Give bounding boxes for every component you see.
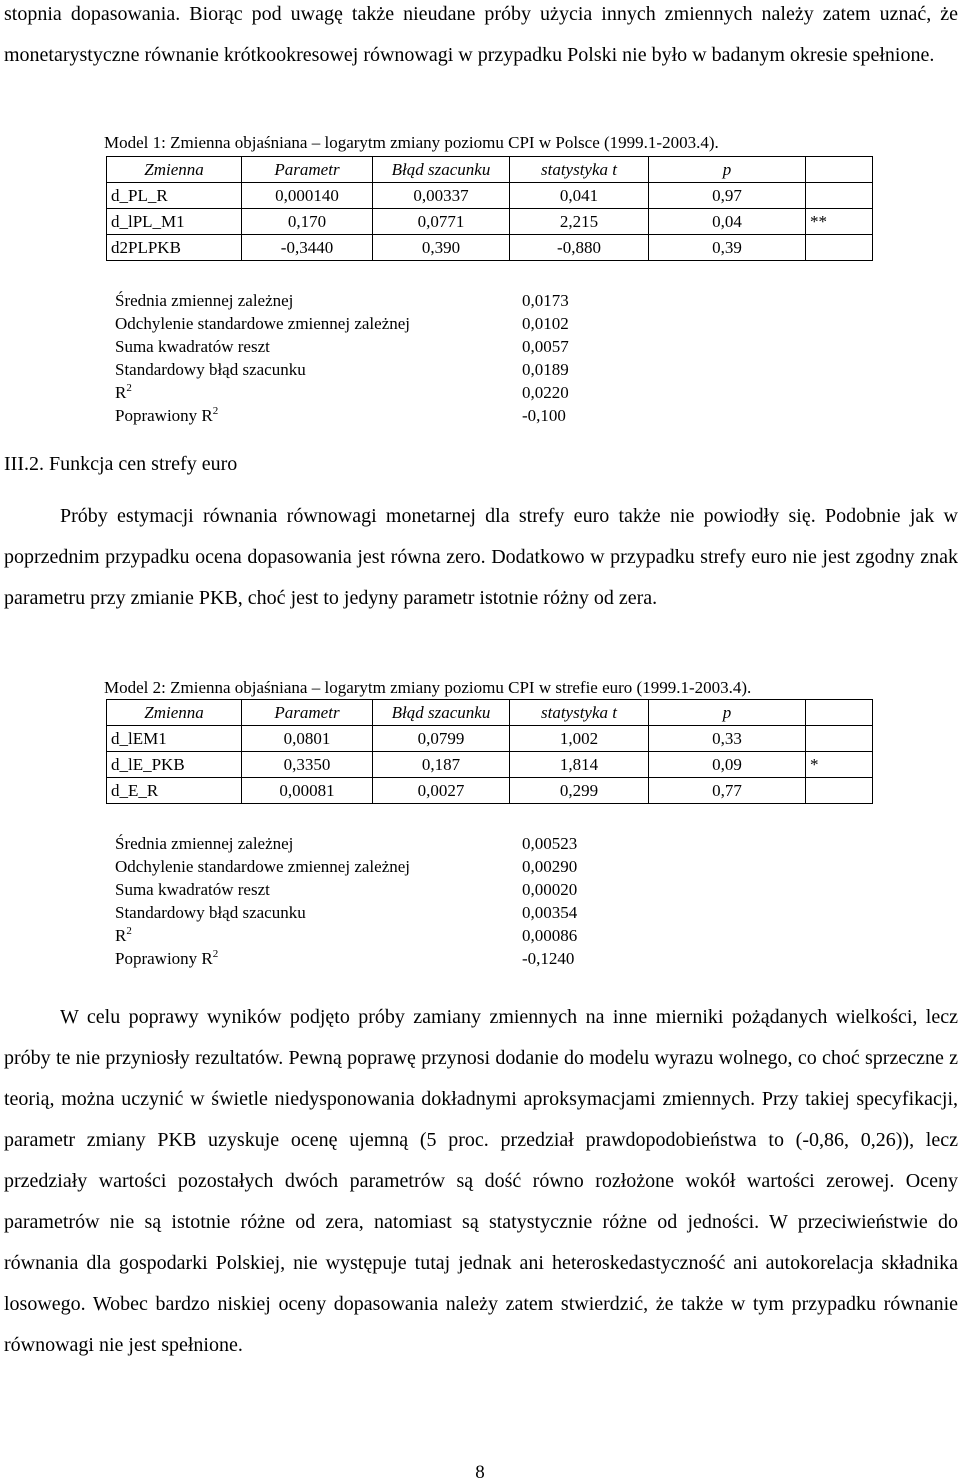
stat-label-text: Poprawiony R: [115, 949, 213, 968]
value-cell: 0,3350: [242, 752, 373, 778]
table-row: [107, 235, 873, 261]
value-cell: 2,215: [510, 209, 649, 235]
stat-label: [115, 924, 522, 947]
model1-table: [106, 156, 873, 261]
stat-label-text: Standardowy błąd szacunku: [115, 360, 306, 379]
stat-row: [115, 312, 569, 335]
stat-value: 0,0173: [522, 291, 569, 310]
stat-row: [115, 335, 569, 358]
stat-label-text: R: [115, 383, 127, 402]
model1-stats: [115, 289, 569, 427]
stat-value: 0,00020: [522, 880, 578, 899]
significance-cell: [806, 778, 873, 804]
stat-label-text: Standardowy błąd szacunku: [115, 903, 306, 922]
significance-cell: [806, 726, 873, 752]
stat-value: 0,0102: [522, 314, 569, 333]
value-cell: 0,0801: [242, 726, 373, 752]
stat-row: [115, 832, 577, 855]
stat-value: 0,00354: [522, 903, 578, 922]
value-cell: 0,00337: [373, 183, 510, 209]
stat-row: [115, 901, 577, 924]
stat-label-text: Średnia zmiennej zależnej: [115, 291, 294, 310]
stat-label-text: R: [115, 926, 127, 945]
stat-label-text: Średnia zmiennej zależnej: [115, 834, 294, 853]
column-header: p: [649, 157, 806, 183]
stat-row: [115, 855, 577, 878]
stat-label: [115, 878, 522, 901]
value-cell: 0,299: [510, 778, 649, 804]
value-cell: 0,000140: [242, 183, 373, 209]
stat-label: [115, 947, 522, 970]
stat-row: [115, 381, 569, 404]
value-cell: 0,390: [373, 235, 510, 261]
table-row: [107, 778, 873, 804]
column-header: p: [649, 700, 806, 726]
stat-label-text: Suma kwadratów reszt: [115, 337, 270, 356]
stat-value: 0,0057: [522, 337, 569, 356]
stat-label: [115, 855, 522, 878]
significance-cell: *: [806, 752, 873, 778]
stat-label: [115, 832, 522, 855]
value-cell: -0,880: [510, 235, 649, 261]
stat-label-text: Odchylenie standardowe zmiennej zależnej: [115, 314, 411, 333]
stat-label-text: Suma kwadratów reszt: [115, 880, 270, 899]
variable-cell: d_lPL_M1: [107, 209, 242, 235]
column-header: statystyka t: [510, 157, 649, 183]
value-cell: 1,814: [510, 752, 649, 778]
table-row: [107, 209, 873, 235]
value-cell: 0,041: [510, 183, 649, 209]
value-cell: 0,09: [649, 752, 806, 778]
stat-row: [115, 924, 577, 947]
page-number: 8: [475, 1462, 485, 1483]
stat-value: -0,100: [522, 406, 566, 425]
table-row: [107, 726, 873, 752]
stat-superscript: 2: [126, 925, 132, 937]
euro-paragraph: Próby estymacji równania równowagi monetarnej dla strefy euro także nie powiodły się. Podobnie jak w poprzednim przypadku ocena dopasowania jest równa zero. Dodatkowo w przypadku strefy euro nie jest zgodny znak parametru przy zmianie PKB, choć jest to jedyny parametr istotnie różny od zera.: [4, 505, 958, 609]
stat-label: [115, 312, 522, 335]
stat-superscript: 2: [212, 948, 219, 960]
significance-cell: **: [806, 209, 873, 235]
stat-row: [115, 358, 569, 381]
variable-cell: d_PL_R: [107, 183, 242, 209]
stat-row: [115, 947, 577, 970]
significance-cell: [806, 183, 873, 209]
stat-value: 0,00523: [522, 834, 578, 853]
stat-superscript: 2: [212, 405, 219, 417]
stat-label: [115, 404, 522, 427]
value-cell: 0,77: [649, 778, 806, 804]
stat-row: [115, 289, 569, 312]
stat-label: [115, 358, 522, 381]
variable-cell: d_lEM1: [107, 726, 242, 752]
value-cell: 0,0771: [373, 209, 510, 235]
column-header: Parametr: [242, 157, 373, 183]
table-header-row: [107, 700, 873, 726]
value-cell: 0,04: [649, 209, 806, 235]
stat-label: [115, 901, 522, 924]
model2-table: [106, 699, 873, 804]
column-header: [806, 700, 873, 726]
table-row: [107, 752, 873, 778]
table-row: [107, 183, 873, 209]
variable-cell: d2PLPKB: [107, 235, 242, 261]
value-cell: 0,0027: [373, 778, 510, 804]
column-header: Błąd szacunku: [373, 157, 510, 183]
stat-value: 0,00086: [522, 926, 578, 945]
stat-label: [115, 381, 522, 404]
value-cell: -0,3440: [242, 235, 373, 261]
stat-label: [115, 289, 522, 312]
stat-value: -0,1240: [522, 949, 575, 968]
value-cell: 0,00081: [242, 778, 373, 804]
final-paragraph: W celu poprawy wyników podjęto próby zamiany zmiennych na inne mierniki pożądanych wielkości, lecz próby te nie przyniosły rezultatów. Pewną poprawę przynosi dodanie do modelu wyrazu wolnego, co choć sprzeczne z teorią, można uczynić w świetle niedysponowania dokładnymi aproksymacjami zmiennych. Przy takiej specyfikacji, parametr zmiany PKB uzyskuje ocenę ujemną (5 proc. przedział prawdopodobieństwa to (-0,86, 0,26)), lecz przedziały wartości pozostałych dwóch parametrów są dość równo rozłożone wokół wartości zerowej. Oceny parametrów nie są istotnie różne od zera, natomiast są statystycznie różne od jedności. W przeciwieństwie do równania dla gospodarki Polskiej, nie występuje tutaj jednak ani heteroskedastyczność ani autokorelacja składnika losowego. Wobec bardzo niskiej oceny dopasowania należy zatem stwierdzić, że także w tym przypadku równanie równowagi nie jest spełnione.: [4, 1006, 958, 1356]
section-heading: III.2. Funkcja cen strefy euro: [4, 453, 238, 475]
stat-value: 0,0189: [522, 360, 569, 379]
column-header: Zmienna: [107, 157, 242, 183]
significance-cell: [806, 235, 873, 261]
stat-label-text: Poprawiony R: [115, 406, 213, 425]
value-cell: 0,187: [373, 752, 510, 778]
stat-value: 0,0220: [522, 383, 569, 402]
value-cell: 0,0799: [373, 726, 510, 752]
stat-label-text: Odchylenie standardowe zmiennej zależnej: [115, 857, 411, 876]
value-cell: 0,170: [242, 209, 373, 235]
model2-caption: Model 2: Zmienna objaśniana – logarytm zmiany poziomu CPI w strefie euro (1999.1-2003.4).: [104, 678, 752, 697]
variable-cell: d_E_R: [107, 778, 242, 804]
model2-stats: [115, 832, 577, 970]
intro-paragraph: stopnia dopasowania. Biorąc pod uwagę także nieudane próby użycia innych zmiennych należy zatem uznać, że monetarystyczne równanie krótkookresowej równowagi w przypadku Polski nie było w badanym okresie spełnione.: [4, 3, 958, 66]
value-cell: 1,002: [510, 726, 649, 752]
stat-label: [115, 335, 522, 358]
column-header: Błąd szacunku: [373, 700, 510, 726]
stat-row: [115, 878, 577, 901]
variable-cell: d_lE_PKB: [107, 752, 242, 778]
value-cell: 0,39: [649, 235, 806, 261]
column-header: Zmienna: [107, 700, 242, 726]
column-header: statystyka t: [510, 700, 649, 726]
value-cell: 0,97: [649, 183, 806, 209]
column-header: [806, 157, 873, 183]
value-cell: 0,33: [649, 726, 806, 752]
stat-value: 0,00290: [522, 857, 578, 876]
model1-caption: Model 1: Zmienna objaśniana – logarytm zmiany poziomu CPI w Polsce (1999.1-2003.4).: [104, 133, 719, 152]
column-header: Parametr: [242, 700, 373, 726]
table-header-row: [107, 157, 873, 183]
stat-superscript: 2: [126, 382, 132, 394]
stat-row: [115, 404, 569, 427]
